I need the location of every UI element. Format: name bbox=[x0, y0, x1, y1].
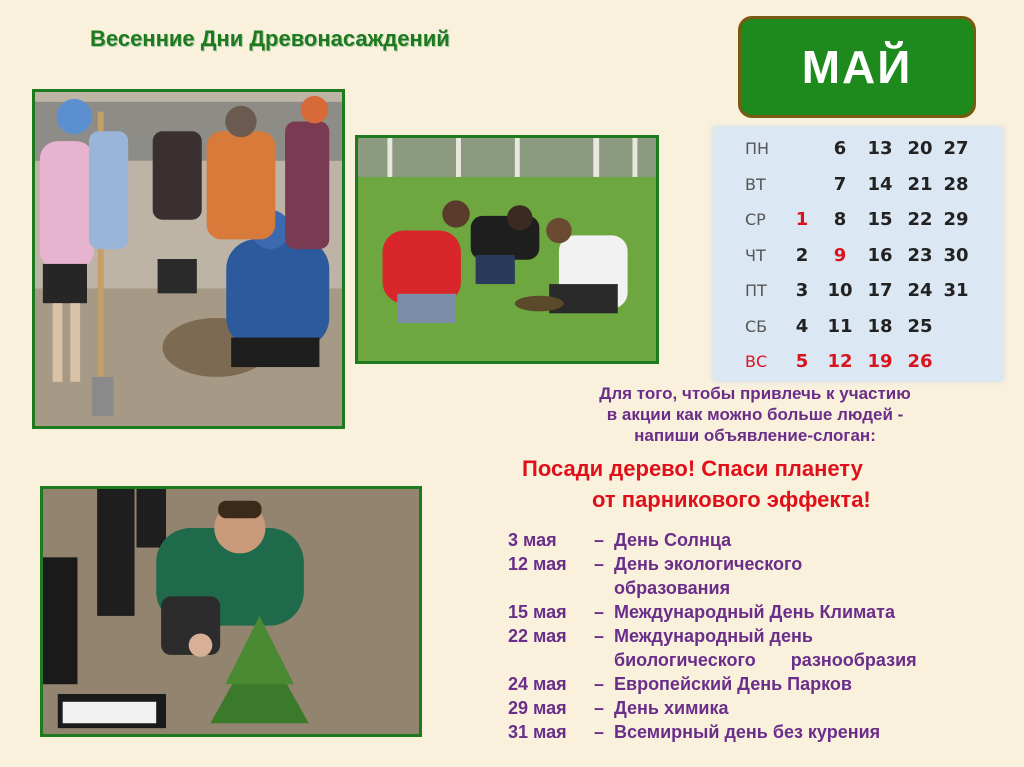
event-item-continuation bbox=[508, 576, 1008, 600]
event-dash: – bbox=[594, 626, 605, 646]
event-item bbox=[508, 552, 1008, 576]
calendar-row bbox=[713, 239, 1003, 273]
calendar-date: 22 bbox=[907, 209, 933, 230]
calendar-date: 4 bbox=[795, 315, 809, 337]
calendar-date: 8 bbox=[833, 209, 847, 230]
calendar-date: 12 bbox=[827, 351, 853, 372]
calendar-date: 23 bbox=[907, 244, 933, 266]
event-date: 22 мая bbox=[508, 626, 567, 646]
calendar-weekday: ВС bbox=[745, 352, 768, 371]
calendar-row bbox=[713, 168, 1003, 202]
appeal-line: напиши объявление-слоган: bbox=[634, 426, 876, 445]
event-name: День химика bbox=[614, 698, 729, 718]
calendar-weekday: ПТ bbox=[745, 281, 767, 300]
event-dash: – bbox=[594, 530, 605, 550]
month-label: МАЙ bbox=[801, 41, 913, 93]
event-item-continuation bbox=[508, 648, 1008, 672]
event-date: 31 мая bbox=[508, 722, 567, 742]
calendar-date: 13 bbox=[867, 138, 893, 159]
event-date: 15 мая bbox=[508, 602, 567, 622]
event-date: 29 мая bbox=[508, 698, 567, 718]
calendar-row bbox=[713, 310, 1003, 344]
event-name: День Солнца bbox=[614, 530, 732, 550]
calendar-date: 2 bbox=[795, 244, 809, 266]
calendar-weekday: ЧТ bbox=[745, 245, 766, 265]
calendar-date: 29 bbox=[943, 209, 969, 230]
page-title: Весенние Дни Древонасаждений bbox=[90, 26, 450, 51]
calendar-weekday: СР bbox=[745, 210, 766, 229]
calendar-row bbox=[713, 345, 1003, 379]
calendar-weekday: СБ bbox=[745, 316, 768, 336]
event-item bbox=[508, 696, 1008, 720]
calendar-date: 3 bbox=[795, 280, 809, 301]
event-name: День экологического bbox=[614, 554, 803, 574]
event-dash: – bbox=[594, 722, 605, 742]
calendar-weekday: ПН bbox=[745, 139, 770, 158]
calendar-date: 30 bbox=[943, 244, 969, 266]
slogan-line-2: от парникового эффекта! bbox=[592, 487, 871, 512]
photo-children-planting bbox=[32, 89, 345, 429]
event-name-continued: биологического разнообразия bbox=[614, 650, 917, 670]
appeal-line: в акции как можно больше людей - bbox=[606, 405, 904, 424]
calendar-row bbox=[713, 203, 1003, 237]
month-calendar bbox=[713, 127, 1003, 381]
slogan-line-1: Посади дерево! Спаси планету bbox=[522, 456, 863, 481]
calendar-date: 10 bbox=[827, 280, 853, 301]
appeal-text bbox=[520, 383, 990, 446]
calendar-date: 18 bbox=[867, 315, 893, 337]
calendar-date: 9 bbox=[833, 244, 847, 266]
event-item bbox=[508, 600, 1008, 624]
calendar-row bbox=[713, 132, 1003, 166]
calendar-date: 1 bbox=[795, 209, 809, 230]
calendar-date: 26 bbox=[907, 351, 933, 372]
calendar-date: 17 bbox=[867, 280, 893, 301]
event-date: 3 мая bbox=[508, 530, 557, 550]
calendar-date: 27 bbox=[943, 138, 969, 159]
calendar-date: 31 bbox=[943, 280, 969, 301]
event-name: Европейский День Парков bbox=[614, 674, 852, 694]
event-name: Всемирный день без курения bbox=[614, 722, 881, 742]
calendar-date: 14 bbox=[867, 173, 893, 195]
calendar-date: 24 bbox=[907, 280, 933, 301]
event-dash: – bbox=[594, 698, 605, 718]
event-dash: – bbox=[594, 674, 605, 694]
calendar-row bbox=[713, 274, 1003, 308]
event-name: Международный день bbox=[614, 626, 813, 646]
calendar-date: 25 bbox=[907, 315, 933, 337]
event-item bbox=[508, 624, 1008, 648]
event-item bbox=[508, 672, 1008, 696]
calendar-date: 5 bbox=[795, 351, 809, 372]
calendar-date: 21 bbox=[907, 173, 933, 195]
appeal-line: Для того, чтобы привлечь к участию bbox=[599, 384, 911, 403]
photo-man-planting-pine bbox=[40, 486, 422, 737]
calendar-date: 15 bbox=[867, 209, 893, 230]
event-item bbox=[508, 528, 1008, 552]
calendar-date: 20 bbox=[907, 138, 933, 159]
eco-dates-list bbox=[508, 528, 1008, 744]
calendar-date: 28 bbox=[943, 173, 969, 195]
event-name-continued: образования bbox=[614, 578, 731, 598]
photo-teens-planting bbox=[355, 135, 659, 364]
calendar-date: 6 bbox=[833, 138, 847, 159]
event-date: 24 мая bbox=[508, 674, 567, 694]
event-dash: – bbox=[594, 602, 605, 622]
calendar-date: 7 bbox=[833, 173, 847, 195]
event-date: 12 мая bbox=[508, 554, 567, 574]
calendar-date: 11 bbox=[827, 315, 853, 337]
event-item bbox=[508, 720, 1008, 744]
month-badge bbox=[738, 16, 976, 118]
calendar-date: 16 bbox=[867, 244, 893, 266]
event-dash: – bbox=[594, 554, 605, 574]
calendar-date: 19 bbox=[867, 351, 893, 372]
calendar-weekday: ВТ bbox=[745, 174, 766, 194]
event-name: Международный День Климата bbox=[614, 602, 895, 622]
